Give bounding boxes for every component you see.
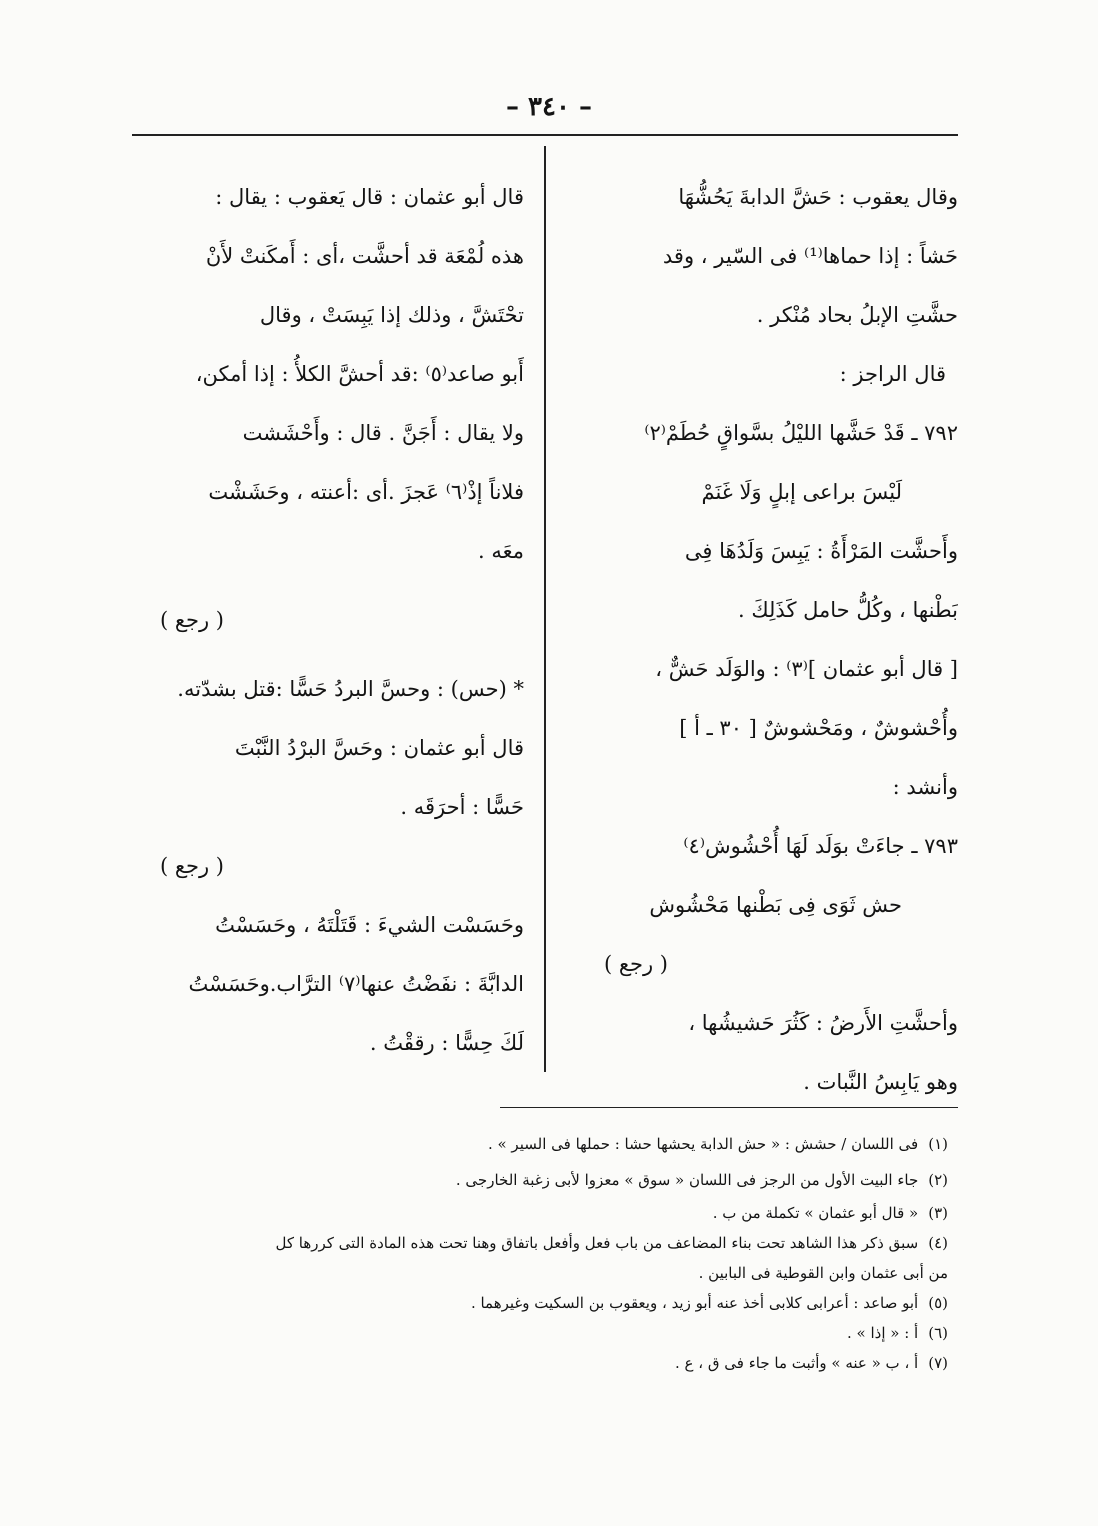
text-line: وقال يعقوب : حَشَّ الدابةَ يَحُشُّهَا <box>678 185 958 209</box>
footnote <box>110 1126 948 1162</box>
text-line: بَطْنها ، وكُلُّ حامل كَذَلِكَ . <box>737 598 958 622</box>
footnote-number: (٥) <box>928 1294 948 1312</box>
footnote <box>110 1288 948 1318</box>
footnote <box>110 1228 948 1258</box>
footnote-number: (٣) <box>928 1204 948 1222</box>
text-line: أَبو صاعد⁽٥⁾ :قد أحشَّ الكلأُ : إذا أمكن، <box>195 362 524 386</box>
footnote-text: أ : « إذا » . <box>847 1324 919 1342</box>
right-column <box>566 168 958 1112</box>
text-line: حَشاً : إذا حماها⁽¹⁾ فى السّير ، وقد <box>662 244 958 268</box>
verse-line: ٧٩٣ ـ جاءَتْ بوَلَد لَهَا أُحْشُوش⁽٤⁾ <box>683 834 958 858</box>
section-marker: ( رجع ) <box>159 854 224 878</box>
text-line: وأُحْشوشٌ ، ومَحْشوشٌ [ ٣٠ ـ أ ] <box>679 716 958 740</box>
footnote-number: (٧) <box>928 1354 948 1372</box>
verse-line: حش ثَوَى فِى بَطْنها مَحْشُوش <box>649 893 902 917</box>
footnote-continuation <box>110 1258 948 1288</box>
left-column <box>132 168 524 1073</box>
text-line: فلاناً إذْ⁽٦⁾ عَجزَ .أى :أعنته ، وحَشَشْت <box>208 480 524 504</box>
spacer <box>132 581 524 591</box>
footnote-text: سبق ذكر هذا الشاهد تحت بناء المضاعف من باب فعل وأفعل باتفاق وهنا تحت هذه المادة التى كررها كل <box>275 1234 919 1252</box>
footnotes <box>110 1126 948 1378</box>
text-line: الدابَّةَ : نفَضْتُ عنها⁽٧⁾ الترَّاب.وحَسَسْتُ <box>188 972 524 996</box>
text-line: ولا يقال : أَجَنَّ . قال : وأَحْشَشت <box>242 421 524 445</box>
text-line: تحْتَشَّ ، وذلك إذا يَبِسَتْ ، وقال <box>259 303 524 327</box>
footnote-text: أبو صاعد : أعرابى كلابى أخذ عنه أبو زيد ، ويعقوب بن السكيت وغيرهما . <box>470 1294 919 1312</box>
text-line: وهو يَابِسُ النَّبات . <box>803 1070 958 1094</box>
footnote-number: (٦) <box>928 1324 948 1342</box>
text-line: لَكَ حِسًّا : رققْتُ . <box>369 1031 524 1055</box>
text-line: معَه . <box>478 539 524 563</box>
section-marker: ( رجع ) <box>603 952 668 976</box>
header-rule <box>132 134 958 136</box>
footnote-text: فى اللسان / حشش : « حش الدابة يحشها حشا : حملها فى السير » . <box>487 1135 919 1153</box>
text-line: قال أبو عثمان : قال يَعقوب : يقال : <box>215 185 524 209</box>
text-line: قال الراجز : <box>839 362 946 386</box>
verse-line: لَيْسَ براعى إبلٍ وَلَا غَنَمْ <box>701 480 902 504</box>
text-line: وأنشد : <box>892 775 958 799</box>
spacer <box>132 650 524 660</box>
column-divider <box>544 146 546 1072</box>
text-line: حَسًّا : أحرَقَه . <box>400 795 524 819</box>
text-line: * (حس) : وحسَّ البردُ حَسًّا :قتل بشدّته. <box>177 677 524 701</box>
footnote-number: (٤) <box>928 1234 948 1252</box>
footnote <box>110 1348 948 1378</box>
footnote <box>110 1162 948 1198</box>
footnote-number: (١) <box>928 1135 948 1153</box>
text-line: هذه لُمْعَة قد أحشَّت ،أى : أَمكَنتْ لأَنْ <box>205 244 524 268</box>
footnote-text: أ ، ب « عنه » وأثبت ما جاء فى ق ، ع . <box>675 1354 919 1372</box>
text-line: حشَّتِ الإبلُ بحاد مُنْكر . <box>756 303 958 327</box>
footnote <box>110 1318 948 1348</box>
footnote-text: من أبى عثمان وابن القوطية فى البابين . <box>698 1264 948 1282</box>
footnote <box>110 1198 948 1228</box>
text-line: وحَسَسْت الشيءَ : قَتَلْتَهُ ، وحَسَسْتُ <box>215 913 524 937</box>
text-line: وأحشَّتِ الأَرضُ : كَثُرَ حَشيشُها ، <box>688 1011 958 1035</box>
page-number: – ٣٤٠ – <box>505 92 593 122</box>
section-marker: ( رجع ) <box>159 608 224 632</box>
footnote-rule <box>500 1107 958 1108</box>
footnote-text: « قال أبو عثمان » تكملة من ب . <box>712 1204 919 1222</box>
text-line: وأَحشَّت المَرْأَةُ : يَبِسَ وَلَدُهَا فِى <box>684 539 958 563</box>
footnote-number: (٢) <box>928 1171 948 1189</box>
text-line: [ قال أبو عثمان ]⁽٣⁾ : والوَلَد حَشٌّ ، <box>655 657 958 681</box>
text-line: قال أبو عثمان : وحَسَّ البرْدُ النَّبْتَ <box>234 736 524 760</box>
footnote-text: جاء البيت الأول من الرجز فى اللسان « سوق » معزوا لأبى زغبة الخارجى . <box>455 1171 919 1189</box>
verse-line: ٧٩٢ ـ قَدْ حَشَّها الليْلُ بسَّواقٍ حُطَمْ⁽٢⁾ <box>644 421 958 445</box>
